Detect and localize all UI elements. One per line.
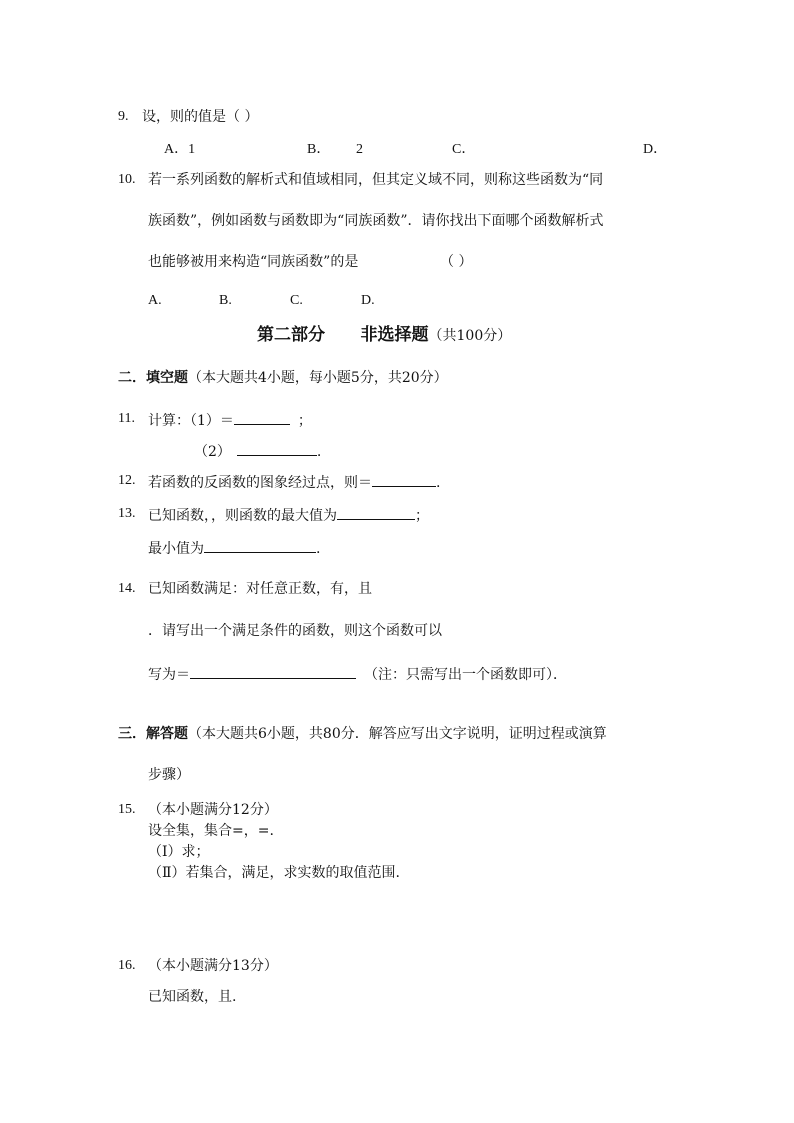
q11-part2-end: . (316, 444, 322, 460)
q10-number: 10. (118, 172, 136, 187)
q16-line1: 已知函数，且. (148, 989, 237, 1005)
q16-number: 16. (118, 958, 136, 973)
section2-name: 填空题 (146, 370, 188, 386)
q11-part2-text: （2） (194, 444, 231, 460)
q15-part1: （Ⅰ）求； (148, 844, 210, 860)
q13-text: 已知函数，，则函数的最大值为 (148, 508, 337, 524)
q13-line2-end: . (316, 541, 321, 557)
q15-number: 15. (118, 802, 136, 817)
section3-desc: （本大题共6小题，共80分．解答应写出文字说明，证明过程或演算 (188, 726, 607, 742)
q10-line2: 族函数”，例如函数与函数即为“同族函数”．请你找出下面哪个函数解析式 (148, 213, 604, 229)
q9-option-b-value: 2 (356, 142, 363, 157)
q13-line1 (148, 505, 429, 525)
q14-line2: ．请写出一个满足条件的函数，则这个函数可以 (148, 623, 442, 639)
q13-end: ； (415, 508, 429, 524)
q12-number: 12. (118, 473, 136, 488)
q11-part1-blank[interactable] (234, 410, 290, 425)
q10-option-c: C. (290, 293, 303, 308)
q11-part2 (194, 441, 321, 461)
q14-line1: 已知函数满足：对任意正数，有，且 (148, 581, 372, 597)
section3-desc-line2: 步骤） (148, 767, 190, 783)
q13-number: 13. (118, 506, 136, 521)
q12-end: . (436, 475, 441, 491)
q9-option-d: D． (643, 142, 668, 157)
q15-score: （本小题满分12分） (148, 802, 278, 818)
q16-score: （本小题满分13分） (148, 958, 278, 974)
q9-number: 9. (118, 109, 129, 124)
section2-label: 二． (118, 370, 146, 386)
q13-min-blank[interactable] (204, 538, 316, 553)
section2-heading (118, 369, 448, 387)
q14-line3-text: 写为＝ (148, 667, 190, 683)
q10-option-d: D. (361, 293, 375, 308)
section2-desc: （本大题共4小题，每小题5分，共20分） (188, 370, 448, 386)
q12-body (148, 472, 440, 492)
q11-part1-end: ； (297, 413, 312, 429)
q14-number: 14. (118, 581, 136, 596)
q13-line2 (148, 538, 320, 558)
q15-line1: 设全集，集合=，=. (148, 823, 274, 839)
q10-line1: 若一系列函数的解析式和值域相同，但其定义域不同，则称这些函数为“同 (148, 172, 604, 188)
q11-part1 (148, 410, 312, 430)
q12-text: 若函数的反函数的图象经过点，则＝ (148, 475, 372, 491)
q14-line3 (148, 664, 567, 684)
section3-label: 三． (118, 726, 146, 742)
q15-part2: （Ⅱ）若集合，满足，求实数的取值范围. (148, 865, 400, 881)
q13-line2-text: 最小值为 (148, 541, 204, 557)
part2-heading (257, 326, 511, 345)
section3-name: 解答题 (146, 726, 188, 742)
q14-note: （注：只需写出一个函数即可）． (364, 667, 567, 683)
q11-part1-text: 计算：（1）＝ (148, 413, 234, 429)
q12-blank[interactable] (372, 472, 436, 487)
q14-blank[interactable] (190, 664, 356, 679)
q10-option-a: A. (148, 293, 162, 308)
q9-option-b: B． (307, 142, 331, 157)
part2-title: 第二部分 非选择题 (257, 325, 429, 345)
q10-option-b: B. (219, 293, 232, 308)
section3-heading (118, 725, 607, 743)
part2-subtitle: （共100分） (428, 328, 512, 344)
q11-number: 11. (118, 411, 135, 426)
q13-max-blank[interactable] (337, 505, 415, 520)
q10-answer-paren: （ ） (440, 254, 473, 270)
q9-option-a: A．1 (164, 142, 196, 157)
q9-stem: 设，则的值是（ ） (142, 109, 259, 125)
q9-option-c: C． (452, 142, 476, 157)
q10-line3: 也能够被用来构造“同族函数”的是 (148, 254, 359, 270)
q11-part2-blank[interactable] (237, 441, 317, 456)
